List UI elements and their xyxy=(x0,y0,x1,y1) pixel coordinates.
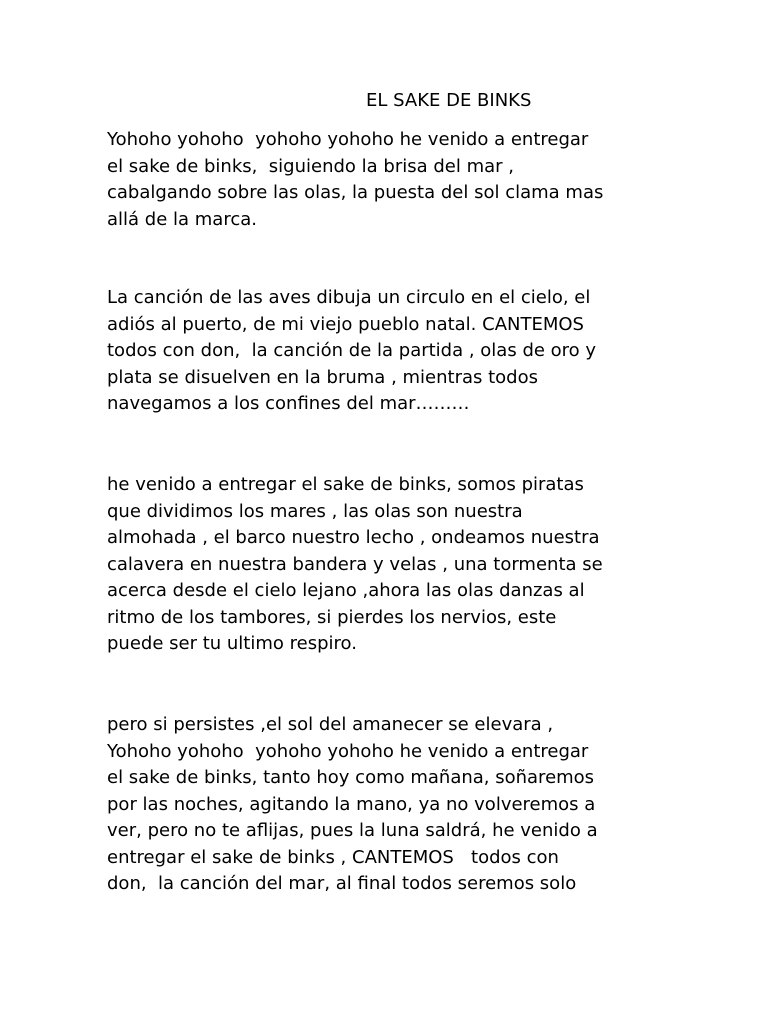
paragraph-line: por las noches, agitando la mano, ya no volveremos a xyxy=(107,793,596,815)
paragraph-line: don, la canción del mar, al final todos seremos solo xyxy=(107,873,577,894)
paragraph-line: plata se disuelven en la bruma , mientras todos xyxy=(107,366,538,388)
paragraph-line: acerca desde el cielo lejano ,ahora las olas danzas al xyxy=(107,580,585,601)
document-title: EL SAKE DE BINKS xyxy=(366,90,532,111)
paragraph-line: todos con don, la canción de la partida , olas de oro y xyxy=(107,340,597,361)
paragraph-line: calavera en nuestra bandera y velas , una tormenta se xyxy=(107,553,603,575)
paragraph-line: allá de la marca. xyxy=(107,208,257,230)
paragraph-line: navegamos a los confines del mar……… xyxy=(107,393,470,414)
paragraph-line: el sake de binks, tanto hoy como mañana, soñaremos xyxy=(107,767,595,788)
paragraph-line: Yohoho yohoho yohoho yohoho he venido a entregar xyxy=(107,129,589,150)
paragraph-2 xyxy=(107,285,596,418)
paragraph-line: puede ser tu ultimo respiro. xyxy=(107,633,357,654)
paragraph-line: cabalgando sobre las olas, la puesta del sol clama mas xyxy=(107,182,604,203)
paragraph-line: el sake de binks, siguiendo la brisa del mar , xyxy=(107,155,515,177)
paragraph-line: adiós al puerto, de mi viejo pueblo natal. CANTEMOS xyxy=(107,313,584,335)
paragraph-line: que dividimos los mares , las olas son nuestra xyxy=(107,500,523,522)
paragraph-4 xyxy=(107,712,598,898)
paragraph-line: ver, pero no te aflijas, pues la luna saldrá, he venido a xyxy=(107,820,598,841)
paragraph-line: Yohoho yohoho yohoho yohoho he venido a entregar xyxy=(107,740,589,762)
paragraph-line: La canción de las aves dibuja un circulo en el cielo, el xyxy=(107,287,591,308)
paragraph-line: entregar el sake de binks , CANTEMOS todos con xyxy=(107,846,559,868)
paragraph-line: ritmo de los tambores, si pierdes los nervios, este xyxy=(107,606,557,628)
paragraph-1 xyxy=(107,127,603,233)
paragraph-line: almohada , el barco nuestro lecho , ondeamos nuestra xyxy=(107,527,600,548)
paragraph-line: pero si persistes ,el sol del amanecer se elevara , xyxy=(107,714,554,735)
paragraph-3 xyxy=(107,472,603,658)
paragraph-line: he venido a entregar el sake de binks, somos piratas xyxy=(107,474,584,495)
